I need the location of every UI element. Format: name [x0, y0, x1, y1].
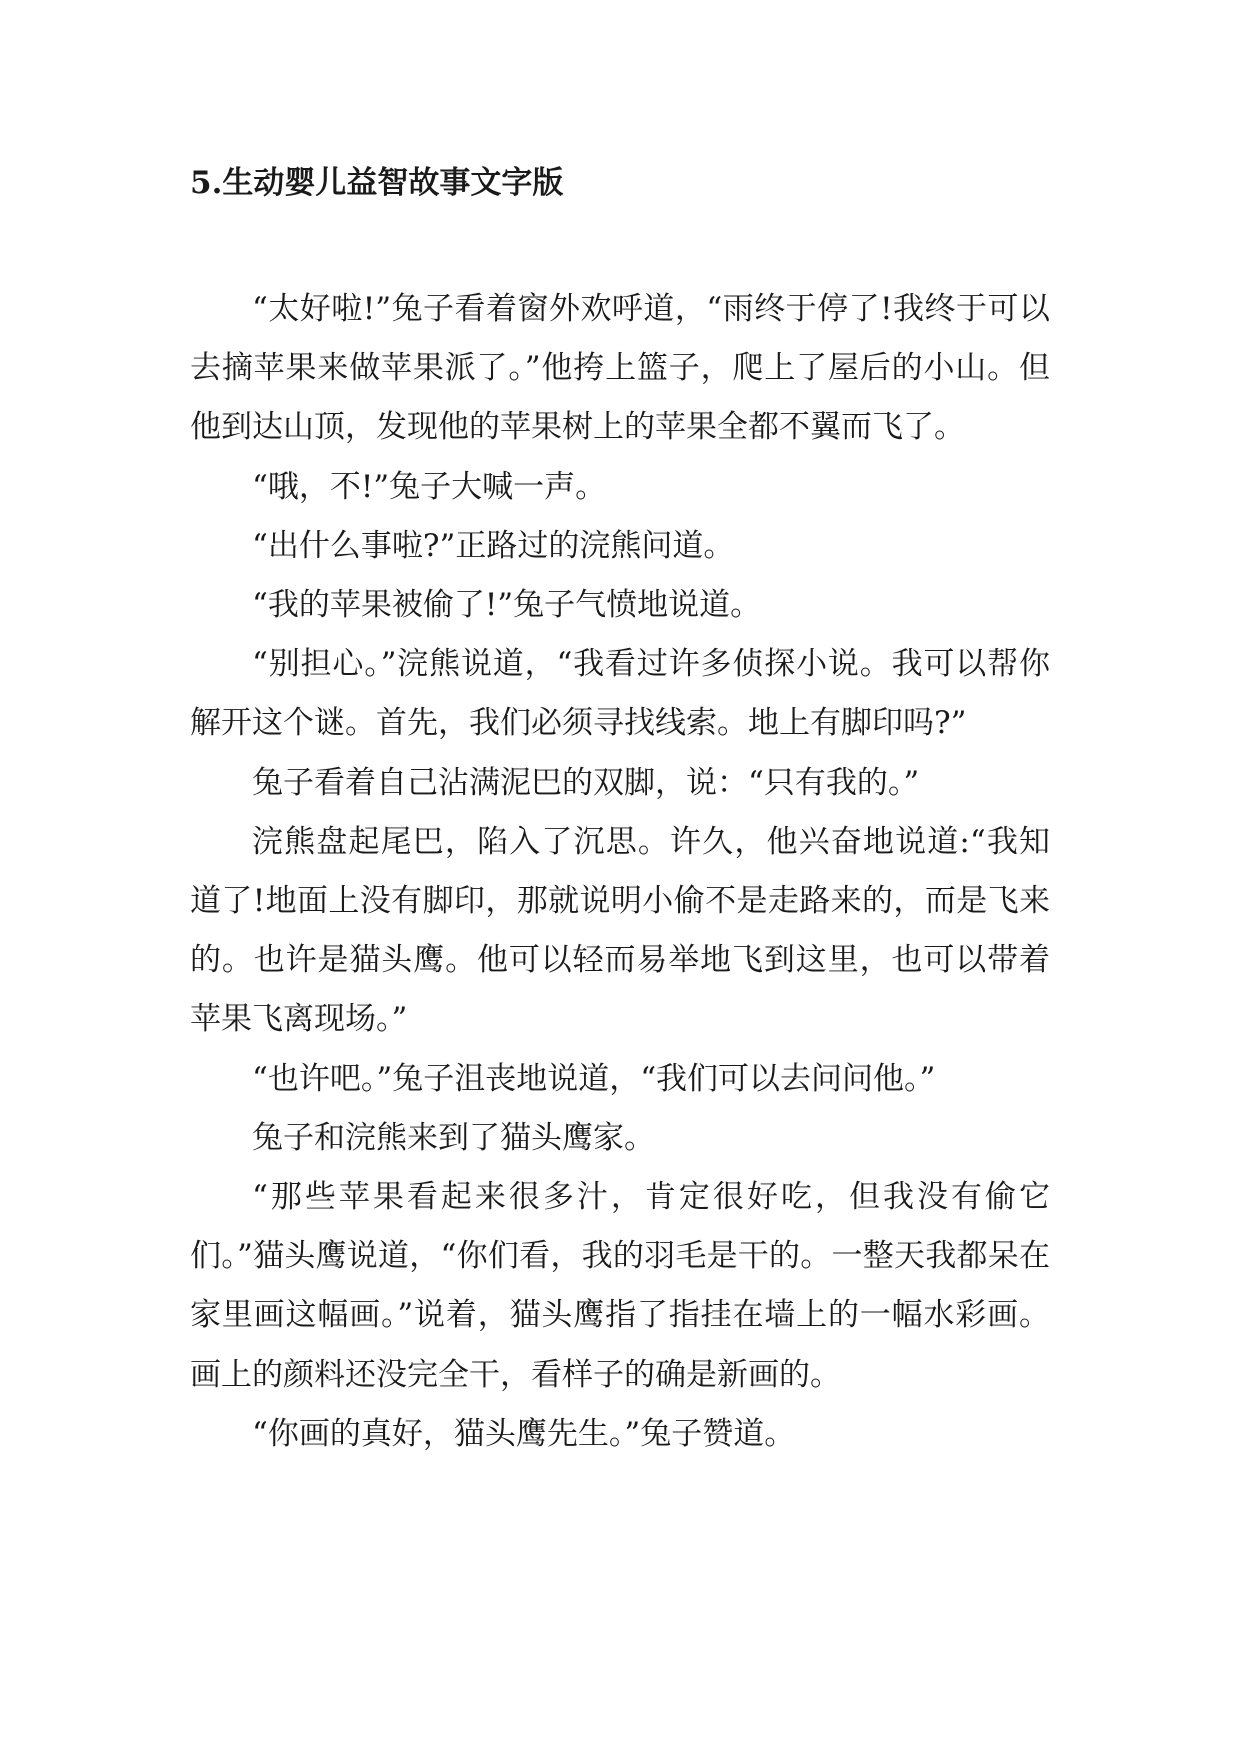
story-paragraph: 浣熊盘起尾巴，陷入了沉思。许久，他兴奋地说道:“我知道了!地面上没有脚印，那就说明小偷不是走路来的，而是飞来的。也许是猫头鹰。他可以轻而易举地飞到这里，也可以带着苹果飞离现场。”	[190, 823, 1050, 1038]
story-paragraph: “哦，不!”兔子大喊一声。	[252, 468, 607, 505]
story-body	[190, 280, 1050, 1464]
story-paragraph: 兔子和浣熊来到了猫头鹰家。	[252, 1119, 655, 1156]
document-title: 5.生动婴儿益智故事文字版	[190, 165, 564, 201]
story-paragraph: “太好啦!”兔子看着窗外欢呼道，“雨终于停了!我终于可以去摘苹果来做苹果派了。”他挎上篮子，爬上了屋后的小山。但他到达山顶，发现他的苹果树上的苹果全都不翼而飞了。	[190, 291, 1050, 446]
story-paragraph: “你画的真好，猫头鹰先生。”兔子赞道。	[252, 1415, 796, 1452]
story-paragraph: 兔子看着自己沾满泥巴的双脚，说：“只有我的。”	[252, 764, 920, 801]
story-paragraph: “我的苹果被偷了!”兔子气愤地说道。	[252, 587, 762, 624]
story-paragraph: “也许吧。”兔子沮丧地说道，“我们可以去问问他。”	[252, 1060, 936, 1097]
story-paragraph: “别担心。”浣熊说道，“我看过许多侦探小说。我可以帮你解开这个谜。首先，我们必须寻找线索。地上有脚印吗?”	[190, 646, 1050, 742]
story-paragraph: “出什么事啦?”正路过的浣熊问道。	[252, 527, 735, 564]
story-paragraph: “那些苹果看起来很多汁，肯定很好吃，但我没有偷它们。”猫头鹰说道，“你们看，我的羽毛是干的。一整天我都呆在家里画这幅画。”说着，猫头鹰指了指挂在墙上的一幅水彩画。画上的颜料还没完全干，看样子的确是新画的。	[190, 1179, 1050, 1393]
